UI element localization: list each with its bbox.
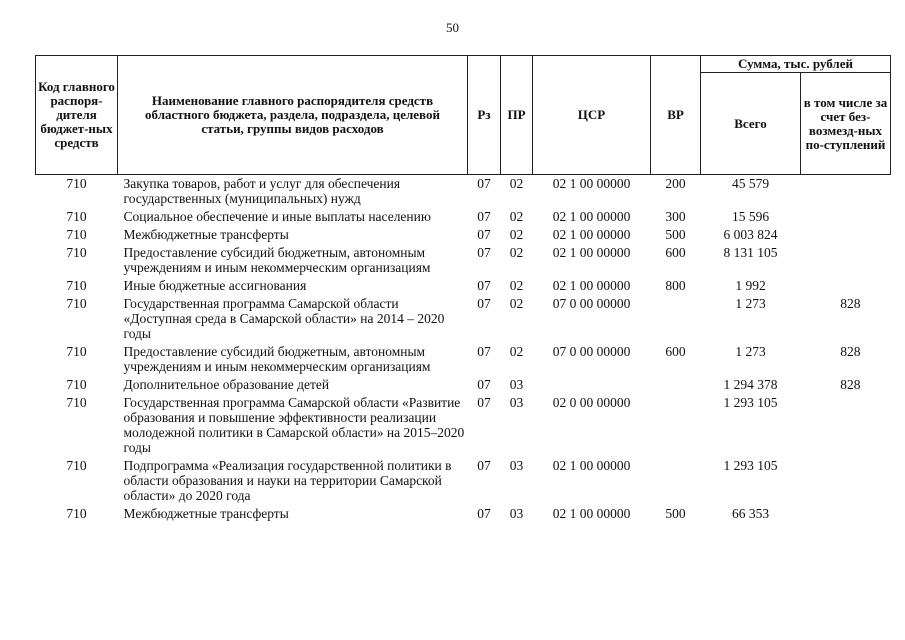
cell-csr: 02 0 00 00000 — [552, 395, 631, 410]
cell-gratuitous — [801, 505, 891, 523]
header-csr: ЦСР — [533, 56, 651, 175]
table-row — [36, 175, 891, 209]
cell-total: 6 003 824 — [723, 227, 778, 242]
cell-pr: 03 — [509, 377, 524, 392]
cell-pr: 02 — [509, 176, 524, 191]
table-row — [36, 394, 891, 457]
header-sum-group: Сумма, тыс. рублей — [701, 56, 891, 73]
cell-name: Социальное обеспечение и иные выплаты населению — [123, 209, 431, 224]
cell-pr: 02 — [509, 227, 524, 242]
table-body — [36, 175, 891, 524]
cell-vr — [651, 394, 701, 457]
cell-pr: 02 — [509, 245, 524, 260]
header-gratuitous: в том числе за счет без-возмезд-ных по-ступлений — [801, 73, 891, 175]
table-row — [36, 457, 891, 505]
cell-total: 66 353 — [731, 506, 770, 521]
cell-vr: 500 — [665, 227, 686, 242]
cell-csr: 02 1 00 00000 — [552, 458, 631, 473]
cell-rz: 07 — [477, 395, 491, 410]
cell-vr — [651, 376, 701, 394]
cell-code: 710 — [66, 278, 87, 293]
cell-name: Межбюджетные трансферты — [123, 227, 289, 242]
cell-gratuitous — [801, 226, 891, 244]
cell-pr: 02 — [509, 344, 524, 359]
cell-name: Закупка товаров, работ и услуг для обеспечения государственных (муниципальных) нужд — [123, 176, 401, 206]
cell-name: Иные бюджетные ассигнования — [123, 278, 307, 293]
cell-total: 1 293 105 — [723, 395, 778, 410]
cell-csr: 02 1 00 00000 — [552, 176, 631, 191]
header-vr: ВР — [651, 56, 701, 175]
cell-name: Предоставление субсидий бюджетным, автономным учреждениям и иным некоммерческим организациям — [123, 245, 431, 275]
cell-total: 1 273 — [735, 296, 766, 311]
cell-code: 710 — [66, 344, 87, 359]
cell-code: 710 — [66, 245, 87, 260]
cell-vr — [651, 295, 701, 343]
cell-csr: 02 1 00 00000 — [552, 245, 631, 260]
cell-gratuitous: 828 — [840, 377, 861, 392]
cell-name: Предоставление субсидий бюджетным, автономным учреждениям и иным некоммерческим организациям — [123, 344, 431, 374]
cell-code: 710 — [66, 296, 87, 311]
cell-total: 1 273 — [735, 344, 766, 359]
cell-vr: 600 — [665, 344, 686, 359]
cell-name: Дополнительное образование детей — [123, 377, 330, 392]
cell-rz: 07 — [477, 458, 491, 473]
table-row — [36, 343, 891, 376]
cell-name: Подпрограмма «Реализация государственной политики в области образования и науки на территории Самарской области» до 2020 года — [123, 458, 452, 503]
cell-pr: 03 — [509, 395, 524, 410]
cell-pr: 03 — [509, 458, 524, 473]
cell-gratuitous — [801, 208, 891, 226]
cell-rz: 07 — [477, 296, 491, 311]
cell-rz: 07 — [477, 209, 491, 224]
cell-name: Государственная программа Самарской области «Доступная среда в Самарской области» на 2014 – 2020 годы — [123, 296, 445, 341]
cell-code: 710 — [66, 209, 87, 224]
cell-name: Государственная программа Самарской области «Развитие образования и повышение эффективности реализации молодежной политики в Самарской области» на 2015–2020 годы — [123, 395, 465, 455]
header-total: Всего — [701, 73, 801, 175]
cell-gratuitous: 828 — [840, 296, 861, 311]
cell-vr: 800 — [665, 278, 686, 293]
cell-vr: 500 — [665, 506, 686, 521]
cell-code: 710 — [66, 176, 87, 191]
cell-total: 1 294 378 — [723, 377, 778, 392]
cell-rz: 07 — [477, 245, 491, 260]
table-row — [36, 295, 891, 343]
cell-vr — [651, 457, 701, 505]
cell-rz: 07 — [477, 377, 491, 392]
cell-total: 45 579 — [731, 176, 770, 191]
cell-rz: 07 — [477, 227, 491, 242]
cell-vr: 600 — [665, 245, 686, 260]
cell-pr: 02 — [509, 296, 524, 311]
cell-rz: 07 — [477, 344, 491, 359]
cell-rz: 07 — [477, 506, 491, 521]
cell-code: 710 — [66, 377, 87, 392]
cell-csr: 07 0 00 00000 — [552, 296, 631, 311]
cell-total: 1 992 — [735, 278, 766, 293]
cell-gratuitous — [801, 244, 891, 277]
page-number: 50 — [446, 20, 459, 35]
cell-vr: 300 — [665, 209, 686, 224]
cell-code: 710 — [66, 506, 87, 521]
header-code: Код главного распоря-дителя бюджет-ных средств — [36, 56, 118, 175]
table-row — [36, 277, 891, 295]
table-row — [36, 376, 891, 394]
cell-code: 710 — [66, 227, 87, 242]
cell-total: 8 131 105 — [723, 245, 778, 260]
header-rz: Рз — [468, 56, 501, 175]
cell-gratuitous: 828 — [840, 344, 861, 359]
cell-code: 710 — [66, 395, 87, 410]
table-row — [36, 226, 891, 244]
cell-csr: 02 1 00 00000 — [552, 278, 631, 293]
cell-csr: 07 0 00 00000 — [552, 344, 631, 359]
cell-code: 710 — [66, 458, 87, 473]
cell-csr: 02 1 00 00000 — [552, 227, 631, 242]
cell-pr: 02 — [509, 278, 524, 293]
cell-csr: 02 1 00 00000 — [552, 209, 631, 224]
cell-gratuitous — [801, 277, 891, 295]
cell-gratuitous — [801, 394, 891, 457]
cell-total: 1 293 105 — [723, 458, 778, 473]
header-pr: ПР — [501, 56, 533, 175]
cell-name: Межбюджетные трансферты — [123, 506, 289, 521]
cell-total: 15 596 — [731, 209, 770, 224]
table-row — [36, 208, 891, 226]
cell-rz: 07 — [477, 278, 491, 293]
header-name: Наименование главного распорядителя средств областного бюджета, раздела, подраздела, целевой статьи, группы видов расходов — [118, 56, 468, 175]
cell-pr: 02 — [509, 209, 524, 224]
cell-rz: 07 — [477, 176, 491, 191]
cell-vr: 200 — [665, 176, 686, 191]
header-row-1 — [36, 56, 891, 73]
budget-table — [35, 55, 891, 523]
cell-gratuitous — [801, 175, 891, 209]
table-row — [36, 505, 891, 523]
cell-gratuitous — [801, 457, 891, 505]
cell-csr: 02 1 00 00000 — [552, 506, 631, 521]
table-row — [36, 244, 891, 277]
cell-pr: 03 — [509, 506, 524, 521]
cell-csr — [533, 376, 651, 394]
